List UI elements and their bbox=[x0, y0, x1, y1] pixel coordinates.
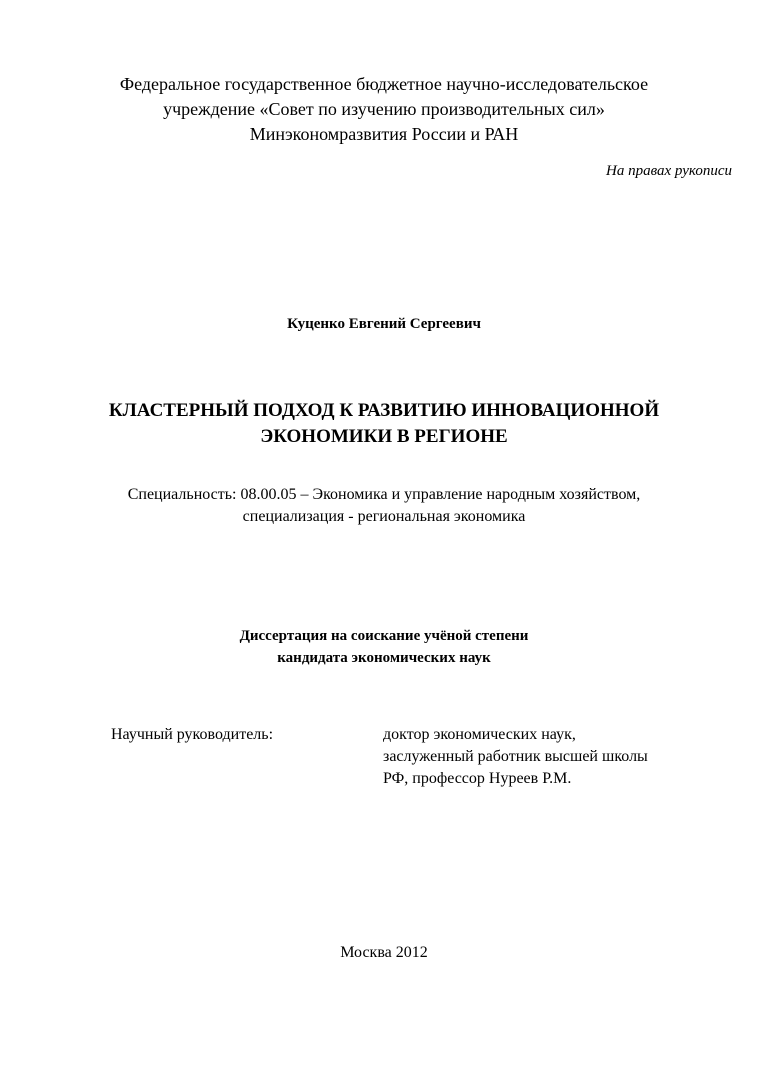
supervisor-line-3: РФ, профессор Нуреев Р.М. bbox=[383, 770, 572, 787]
dissertation-title-line-2: ЭКОНОМИКИ В РЕГИОНЕ bbox=[260, 426, 508, 447]
supervisor-label: Научный руководитель: bbox=[111, 726, 274, 743]
supervisor-line-1: доктор экономических наук, bbox=[383, 726, 576, 743]
supervisor-line-2: заслуженный работник высшей школы bbox=[383, 748, 648, 765]
city-year: Москва 2012 bbox=[340, 944, 428, 961]
degree-line-2: кандидата экономических наук bbox=[277, 650, 491, 666]
dissertation-title-line-1: КЛАСТЕРНЫЙ ПОДХОД К РАЗВИТИЮ ИННОВАЦИОННОЙ bbox=[108, 400, 660, 421]
author-name: Куценко Евгений Сергеевич bbox=[287, 316, 481, 332]
institution-line-3: Минэкономразвития России и РАН bbox=[249, 124, 519, 144]
institution-line-1: Федеральное государственное бюджетное научно-исследовательское bbox=[119, 74, 649, 94]
specialty-line-1: Специальность: 08.00.05 – Экономика и управление народным хозяйством, bbox=[127, 486, 641, 503]
manuscript-note: На правах рукописи bbox=[606, 163, 732, 179]
institution-line-2: учреждение «Совет по изучению производительных сил» bbox=[163, 99, 605, 119]
degree-line-1: Диссертация на соискание учёной степени bbox=[239, 628, 529, 644]
specialty-line-2: специализация - региональная экономика bbox=[242, 508, 526, 525]
